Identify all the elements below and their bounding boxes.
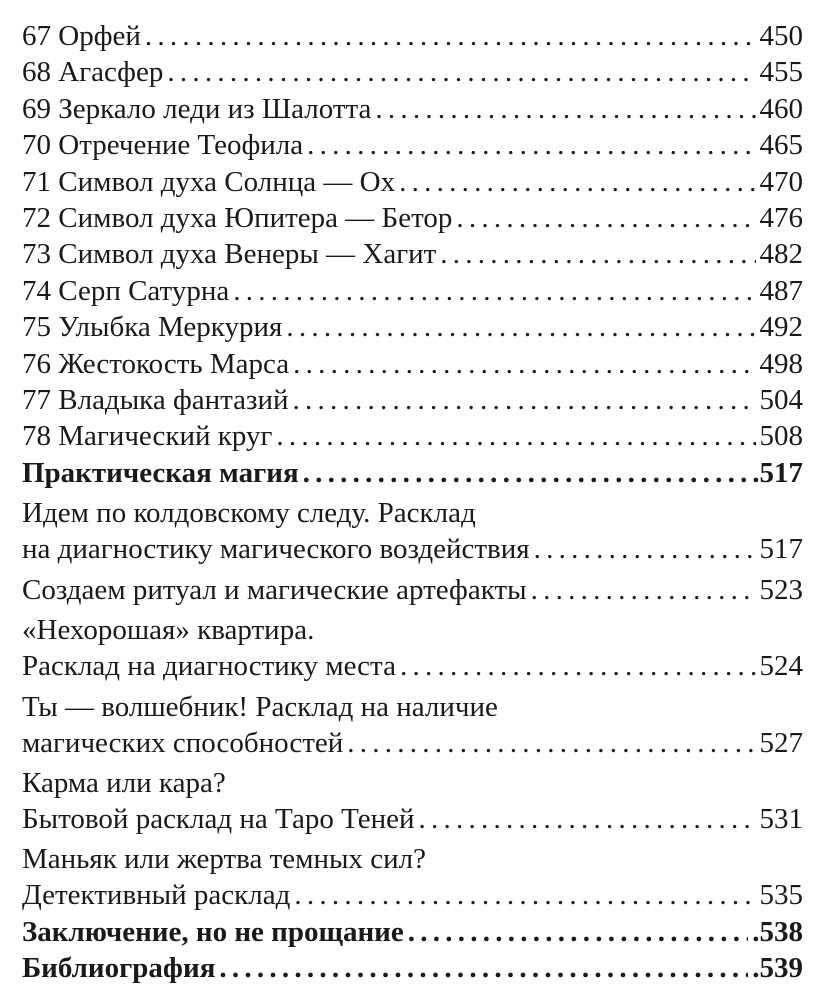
toc-entry-75[interactable] [22, 309, 803, 345]
toc-entry-title: 76 Жестокость Марса [22, 347, 290, 380]
toc-leader-dots [293, 382, 756, 418]
toc-entry-final-line [22, 877, 803, 913]
toc-entry-title: магических способностей [22, 726, 344, 759]
toc-section-bibliography[interactable] [22, 950, 803, 986]
toc-entry-title: Расклад на диагностику места [22, 650, 396, 683]
toc-leader-dots [294, 877, 755, 913]
toc-entry-title: 74 Серп Сатурна [22, 274, 230, 307]
toc-leader-dots [400, 648, 756, 684]
toc-entry-page: .538 [752, 915, 803, 948]
toc-entry-title: Практическая магия [22, 456, 299, 489]
toc-entry-page: 476 [759, 202, 803, 235]
toc-entry-72[interactable] [22, 200, 803, 236]
toc-entry-page: 535 [759, 879, 803, 912]
toc-entry-page: 487 [759, 274, 803, 307]
toc-section-conclusion[interactable] [22, 914, 803, 950]
toc-entry-page: 523 [759, 573, 803, 606]
toc-leader-dots [307, 127, 755, 163]
toc-leader-dots [145, 18, 756, 54]
toc-leader-dots [375, 91, 755, 127]
toc-entry-page: 504 [759, 384, 803, 417]
toc-entry-title: 77 Владыка фантазий [22, 384, 289, 417]
toc-entry-title: 78 Магический круг [22, 420, 273, 453]
toc-entry-page: .517 [752, 456, 803, 489]
toc-entry-title-line: Идем по колдовскому следу. Расклад [22, 497, 476, 530]
toc-entry-title: 70 Отречение Теофила [22, 129, 304, 162]
toc-subsection-5[interactable] [22, 765, 803, 837]
toc-entry-page: 470 [759, 165, 803, 198]
toc-entry-page: .539 [752, 952, 803, 985]
toc-leader-dots [531, 572, 756, 608]
toc-section-practical-magic[interactable] [22, 455, 803, 491]
toc-subsection-3[interactable] [22, 612, 803, 684]
toc-entry-page: 498 [759, 347, 803, 380]
toc-entry-final-line [22, 648, 803, 684]
toc-entry-page: 531 [759, 802, 803, 835]
toc-subsection-1[interactable] [22, 495, 803, 567]
toc-entry-title: на диагностику магического воздействия [22, 533, 530, 566]
toc-entry-page: 460 [759, 92, 803, 125]
toc-entry-page: 455 [759, 56, 803, 89]
toc-entry-page: 517 [759, 533, 803, 566]
toc-entry-page: 482 [759, 238, 803, 271]
toc-entry-title: 67 Орфей [22, 20, 141, 52]
toc-leader-dots [286, 309, 755, 345]
toc-entry-77[interactable] [22, 382, 803, 418]
toc-entry-title: 75 Улыбка Меркурия [22, 311, 283, 344]
toc-leader-dots [276, 418, 755, 454]
toc-entry-page: 450 [759, 20, 803, 52]
toc-entry-68[interactable] [22, 54, 803, 90]
toc-entry-page: 527 [759, 726, 803, 759]
toc-entry-title: Заключение, но не прощание [22, 915, 404, 948]
toc-entry-title: 73 Символ духа Венеры — Хагит [22, 238, 437, 271]
toc-leader-dots [303, 455, 749, 491]
toc-entry-title: Детективный расклад [22, 879, 291, 912]
toc-leader-dots [456, 200, 755, 236]
toc-entry-title: 68 Агасфер [22, 56, 164, 89]
toc-entry-final-line [22, 531, 803, 567]
toc-leader-dots [399, 164, 755, 200]
toc-entry-71[interactable] [22, 164, 803, 200]
toc-entry-74[interactable] [22, 273, 803, 309]
toc-entry-title-line: «Нехорошая» квартира. [22, 614, 315, 647]
toc-entry-title: Библиография [22, 952, 216, 985]
toc-entry-page: 508 [759, 420, 803, 453]
toc-leader-dots [440, 236, 755, 272]
toc-entry-73[interactable] [22, 236, 803, 272]
toc-leader-dots [167, 54, 755, 90]
toc-entry-title-line: Ты — волшебник! Расклад на наличие [22, 690, 498, 723]
toc-entry-title: Создаем ритуал и магические артефакты [22, 573, 527, 606]
toc-subsection-4[interactable] [22, 689, 803, 761]
toc-leader-dots [419, 801, 756, 837]
toc-entry-final-line [22, 801, 803, 837]
toc-leader-dots [408, 914, 748, 950]
toc-leader-dots [534, 531, 756, 567]
toc-subsection-2[interactable] [22, 572, 803, 608]
toc-entry-70[interactable] [22, 127, 803, 163]
toc-entry-title: 72 Символ духа Юпитера — Бетор [22, 202, 453, 235]
toc-entry-final-line [22, 725, 803, 761]
toc-entry-page: 492 [759, 311, 803, 344]
toc-entry-76[interactable] [22, 346, 803, 382]
toc-leader-dots [233, 273, 755, 309]
table-of-contents [22, 18, 803, 987]
toc-entry-title: 69 Зеркало леди из Шалотта [22, 92, 372, 125]
toc-entry-title: Бытовой расклад на Таро Теней [22, 802, 415, 835]
toc-entry-page: 465 [759, 129, 803, 162]
toc-leader-dots [347, 725, 755, 761]
toc-entry-title-line: Маньяк или жертва темных сил? [22, 843, 426, 876]
toc-subsection-6[interactable] [22, 841, 803, 913]
toc-entry-69[interactable] [22, 91, 803, 127]
toc-entry-title: 71 Символ духа Солнца — Ох [22, 165, 396, 198]
toc-entry-78[interactable] [22, 418, 803, 454]
toc-entry-title-line: Карма или кара? [22, 766, 226, 799]
toc-entry-67[interactable] [22, 18, 803, 54]
toc-leader-dots [219, 950, 748, 986]
toc-leader-dots [293, 346, 755, 382]
toc-entry-page: 524 [759, 650, 803, 683]
